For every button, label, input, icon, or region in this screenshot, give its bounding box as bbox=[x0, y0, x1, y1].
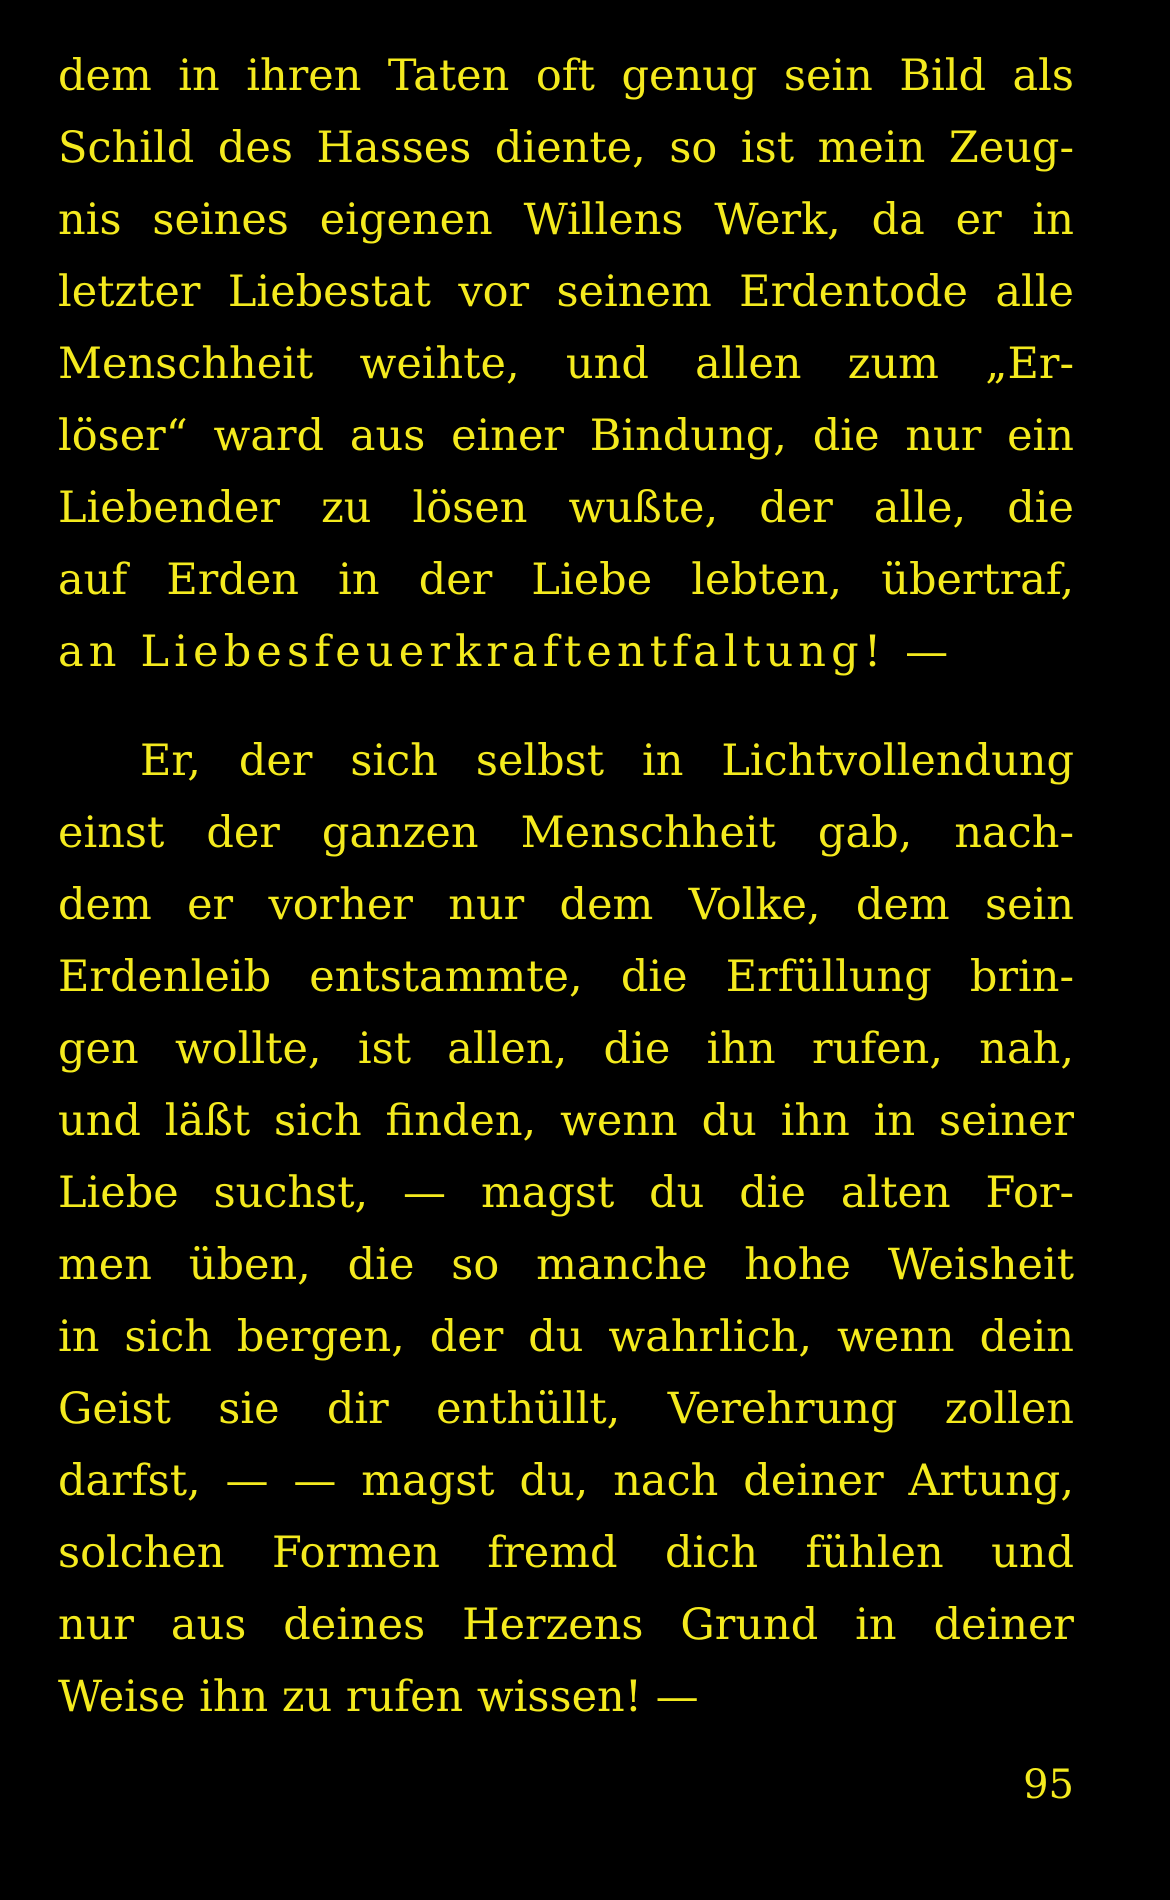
text-line: in sich bergen, der du wahrlich, wenn dein bbox=[58, 1312, 1074, 1362]
text-line: letzter Liebestat vor seinem Erdentode alle bbox=[58, 267, 1074, 317]
text-line: Geist sie dir enthüllt, Verehrung zollen bbox=[58, 1384, 1074, 1434]
text-line: dem er vorher nur dem Volke, dem sein bbox=[58, 880, 1074, 930]
text-line: men üben, die so manche hohe Weisheit bbox=[58, 1240, 1074, 1290]
text-line: auf Erden in der Liebe lebten, übertraf, bbox=[58, 555, 1074, 605]
text-line: nur aus deines Herzens Grund in deiner bbox=[58, 1600, 1074, 1650]
paragraph-2 bbox=[58, 725, 1074, 1733]
text-line: löser“ ward aus einer Bindung, die nur ein bbox=[58, 411, 1074, 461]
text-line: nis seines eigenen Willens Werk, da er in bbox=[58, 195, 1074, 245]
page-number: 95 bbox=[1023, 1762, 1074, 1808]
text-line: darfst, — — magst du, nach deiner Artung, bbox=[58, 1456, 1074, 1506]
text-line: dem in ihren Taten oft genug sein Bild als bbox=[58, 51, 1074, 101]
text-line: gen wollte, ist allen, die ihn rufen, nah, bbox=[58, 1024, 1074, 1074]
text-line: an Liebesfeuerkraftentfaltung! — bbox=[58, 627, 954, 677]
text-line: Menschheit weihte, und allen zum „Er- bbox=[58, 339, 1074, 389]
text-line: solchen Formen fremd dich fühlen und bbox=[58, 1528, 1074, 1578]
text-line: und läßt sich finden, wenn du ihn in seiner bbox=[58, 1096, 1074, 1146]
text-line: Liebe suchst, — magst du die alten For- bbox=[58, 1168, 1074, 1218]
text-line: Liebender zu lösen wußte, der alle, die bbox=[58, 483, 1074, 533]
text-line: Schild des Hasses diente, so ist mein Zeug- bbox=[58, 123, 1074, 173]
text-line: Er, der sich selbst in Lichtvollendung bbox=[140, 736, 1074, 786]
text-line: Weise ihn zu rufen wissen! — bbox=[58, 1672, 699, 1722]
paragraph-1 bbox=[58, 40, 1074, 688]
text-line: einst der ganzen Menschheit gab, nach- bbox=[58, 808, 1074, 858]
text-line: Erdenleib entstammte, die Erfüllung brin- bbox=[58, 952, 1074, 1002]
